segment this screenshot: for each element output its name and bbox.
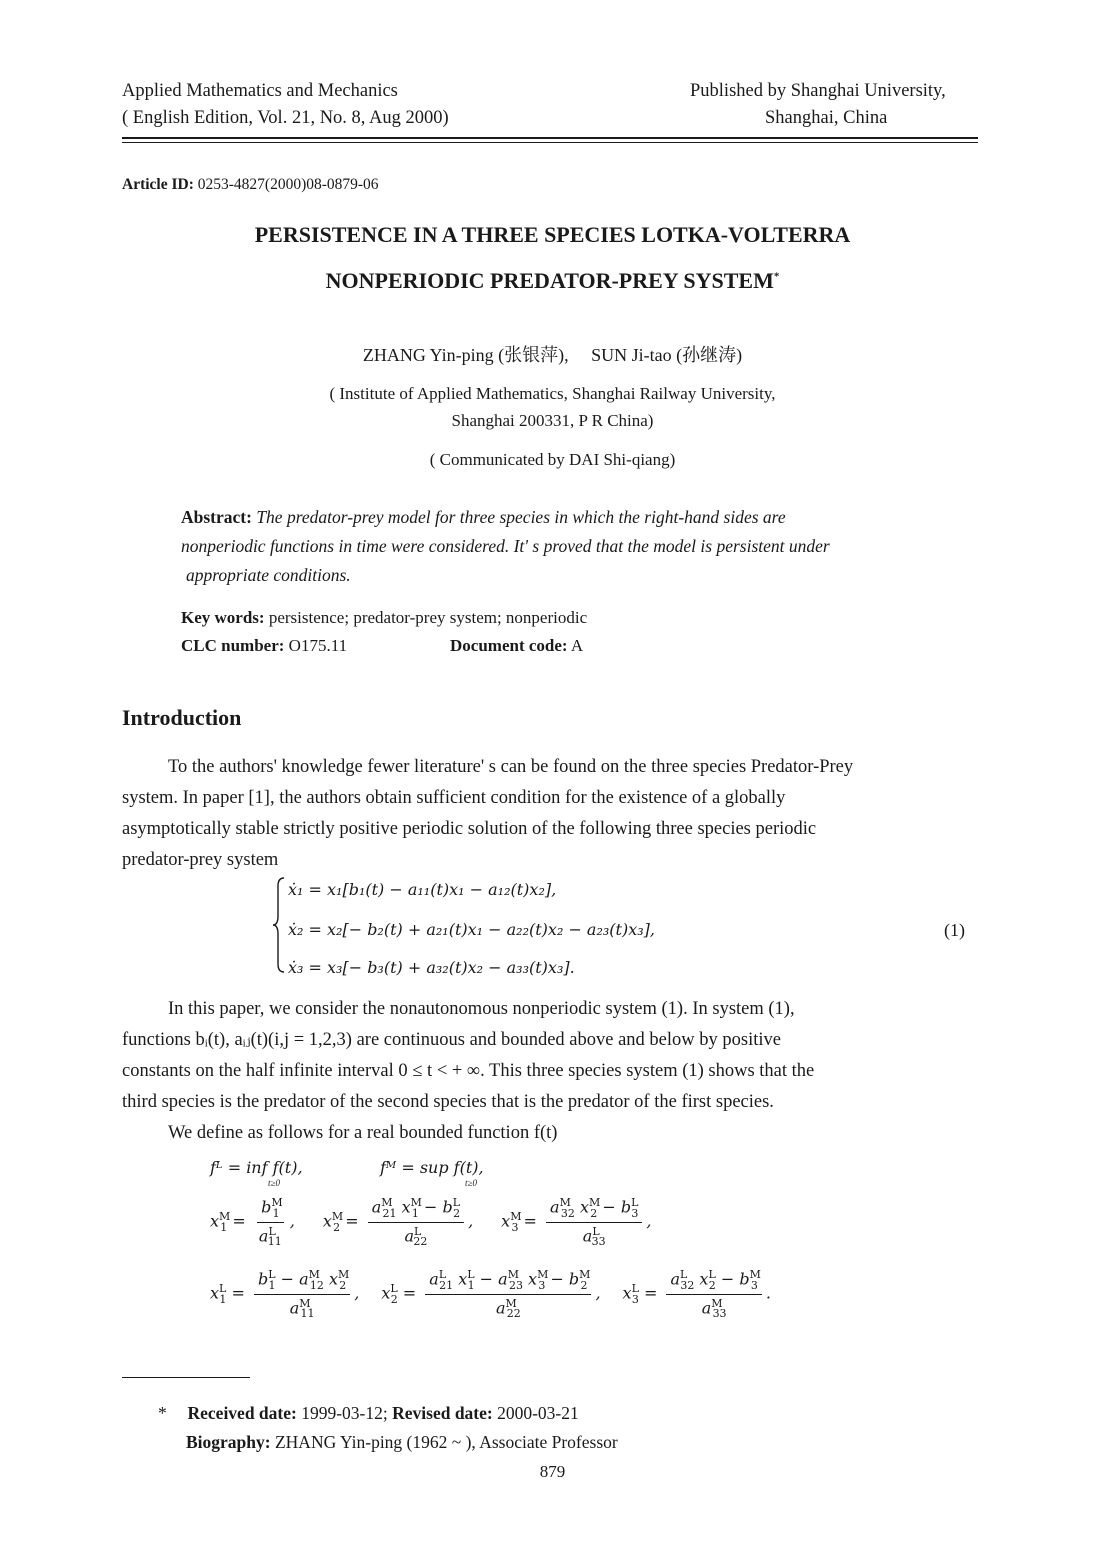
journal-name: Applied Mathematics and Mechanics <box>122 81 398 101</box>
journal-edition: ( English Edition, Vol. 21, No. 8, Aug 2000) <box>122 108 449 128</box>
def-x3M: $x^M_3$ = $\frac{a^M_{32} x^M_2 - b^L_3}{a^L_{33}}$ , <box>501 1196 652 1249</box>
document-code <box>450 636 583 656</box>
revised-label: Revised date: <box>392 1403 493 1423</box>
def-x1L: $x^L_1$ = $\frac{b^L_1 - a^M_{12} x^M_2}{a^M_{11}}$ , <box>210 1268 360 1321</box>
footnote-rule <box>122 1377 250 1378</box>
para2-line-4: third species is the predator of the second species that is the predator of the first species. <box>122 1092 774 1112</box>
def-xL-row <box>210 1268 771 1320</box>
def-fL-subscript: t≥0 <box>268 1178 280 1188</box>
title-line-2-text: NONPERIODIC PREDATOR-PREY SYSTEM <box>325 268 774 293</box>
page-number: 879 <box>539 1462 566 1481</box>
abstract-line-2: nonperiodic functions in time were considered. It' s proved that the model is persistent under <box>181 536 830 556</box>
para2-line-2: functions bᵢ(t), aᵢⱼ(t)(i,j = 1,2,3) are continuous and bounded above and below by positive <box>122 1030 781 1050</box>
clc-number <box>181 636 347 656</box>
biography-text: ZHANG Yin-ping (1962 ~ ), Associate Professor <box>274 1432 618 1452</box>
abstract-label: Abstract: <box>181 507 252 527</box>
equation-row-2: ẋ₂ = x₂[− b₂(t) + a₂₁(t)x₁ − a₂₂(t)x₂ − a₂₃(t)x₃], <box>288 920 655 939</box>
footnote-star: * <box>158 1403 167 1423</box>
footnote-biography <box>186 1432 618 1453</box>
received-date: 1999-03-12; <box>301 1403 388 1423</box>
def-fL: fᴸ = inf f(t), <box>210 1158 303 1177</box>
publisher: Published by Shanghai University, <box>690 81 946 101</box>
doc-code-value: A <box>570 636 584 655</box>
def-x1M: $x^M_1$ = $\frac{b^M_1}{a^L_{11}}$ , <box>210 1196 295 1249</box>
abstract-line-3: appropriate conditions. <box>186 565 351 585</box>
def-fM-subscript: t≥0 <box>465 1178 477 1188</box>
para3-line-1: We define as follows for a real bounded function f(t) <box>168 1123 558 1143</box>
article-id-value: 0253-4827(2000)08-0879-06 <box>197 176 379 193</box>
revised-date: 2000-03-21 <box>497 1403 579 1423</box>
header-rule-thick <box>122 137 978 139</box>
clc-label: CLC number: <box>181 636 285 655</box>
para1-line-1: To the authors' knowledge fewer literature' s can be found on the three species Predator-Prey <box>168 757 854 777</box>
received-label: Received date: <box>187 1403 297 1423</box>
clc-value: O175.11 <box>288 636 348 655</box>
title-line-2 <box>0 268 1105 294</box>
biography-label: Biography: <box>186 1432 271 1452</box>
equation-number: (1) <box>944 920 965 940</box>
para2-line-3: constants on the half infinite interval 0 ≤ t < + ∞. This three species system (1) shows that the <box>122 1061 815 1081</box>
def-x3L: $x^L_3$ = $\frac{a^L_{32} x^L_2 - b^M_3}{a^M_{33}}$ . <box>622 1268 771 1321</box>
def-xM-row <box>210 1196 651 1248</box>
keywords-label: Key words: <box>181 608 265 627</box>
para1-line-2: system. In paper [1], the authors obtain sufficient condition for the existence of a globally <box>122 788 786 808</box>
def-fM: fᴹ = sup f(t), <box>380 1158 484 1177</box>
header-rule-thin <box>122 142 978 143</box>
title-line-1: PERSISTENCE IN A THREE SPECIES LOTKA-VOLTERRA <box>254 222 851 247</box>
affiliation-line-2: Shanghai 200331, P R China) <box>451 411 654 430</box>
def-x2M: $x^M_2$ = $\frac{a^M_{21} x^M_1 - b^L_2}{a^L_{22}}$ , <box>322 1196 474 1249</box>
abstract-text-1: The predator-prey model for three species in which the right-hand sides are <box>256 507 786 527</box>
communicated-by: ( Communicated by DAI Shi-qiang) <box>429 450 676 469</box>
affiliation-line-1: ( Institute of Applied Mathematics, Shanghai Railway University, <box>329 384 776 403</box>
para2-line-1: In this paper, we consider the nonautonomous nonperiodic system (1). In system (1), <box>168 999 795 1019</box>
article-id <box>122 176 379 194</box>
title-footnote-mark: * <box>773 270 780 283</box>
authors: ZHANG Yin-ping (张银萍), SUN Ji-tao (孙继涛) <box>362 345 743 365</box>
para1-line-3: asymptotically stable strictly positive periodic solution of the following three species periodic <box>122 819 817 839</box>
def-x2L: $x^L_2$ = $\frac{a^L_{21} x^L_1 - a^M_{23} x^M_3 - b^M_2}{a^M_{22}}$ , <box>381 1268 601 1321</box>
equation-row-3: ẋ₃ = x₃[− b₃(t) + a₃₂(t)x₂ − a₃₃(t)x₃]. <box>288 958 575 977</box>
footnote-dates <box>158 1403 579 1424</box>
doc-code-label: Document code: <box>450 636 568 655</box>
equation-brace <box>272 876 286 974</box>
para1-line-4: predator-prey system <box>122 850 279 870</box>
publisher-location: Shanghai, China <box>765 108 888 128</box>
keywords <box>181 608 587 628</box>
equation-row-1: ẋ₁ = x₁[b₁(t) − a₁₁(t)x₁ − a₁₂(t)x₂], <box>288 880 557 899</box>
article-id-label: Article ID: <box>122 176 194 193</box>
abstract-line-1 <box>181 507 921 528</box>
keywords-value: persistence; predator-prey system; nonperiodic <box>268 608 588 627</box>
section-title: Introduction <box>122 705 242 730</box>
